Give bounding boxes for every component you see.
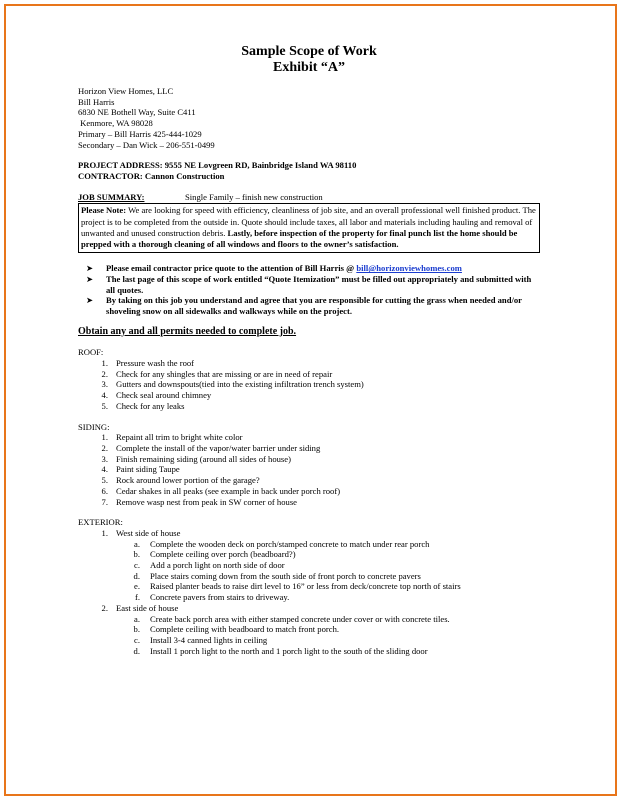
list-item-text: Place stairs coming down from the south side of front porch to concrete pavers <box>150 570 421 581</box>
list-item: 1. West side of house <box>101 527 181 538</box>
instructions-list <box>78 263 540 317</box>
list-item: 2. East side of house <box>101 602 179 613</box>
exterior-list <box>78 528 540 539</box>
list-item-text: Complete ceiling with beadboard to match front porch. <box>150 624 340 635</box>
company-address-2: Kenmore, WA 98028 <box>78 118 153 129</box>
list-item: b. Complete ceiling with beadboard to match front porch. <box>133 624 340 635</box>
list-item: 7. Remove wasp nest from peak in SW corner of house <box>101 496 297 507</box>
note-label: Please Note: <box>81 205 127 216</box>
list-item: 2. Check for any shingles that are missing or are in need of repair <box>101 368 333 379</box>
arrow-bullet-icon: ➤ <box>86 273 94 284</box>
company-primary: Primary – Bill Harris 425-444-1029 <box>78 128 202 139</box>
email-link[interactable]: bill@horizonviewhomes.com <box>356 263 462 274</box>
job-summary <box>78 192 540 203</box>
company-name: Horizon View Homes, LLC <box>78 86 174 96</box>
list-item: f. Concrete pavers from stairs to driveway. <box>134 592 290 603</box>
list-item: 3. Finish remaining siding (around all sides of house) <box>101 453 291 464</box>
list-item-text: Add a porch light on north side of door <box>150 560 285 571</box>
list-item-text: Complete the install of the vapor/water barrier under siding <box>116 442 321 453</box>
company-secondary: Secondary – Dan Wick – 206-551-0499 <box>78 139 215 150</box>
list-item-text: Pressure wash the roof <box>116 358 195 369</box>
list-item-text: Rock around lower portion of the garage? <box>116 475 260 486</box>
list-item-text: Complete ceiling over porch (beadboard?) <box>150 549 296 560</box>
list-item-text: Create back porch area with either stamped concrete under cover or with concrete tiles. <box>150 613 450 624</box>
list-item-text: Check seal around chimney <box>116 390 212 401</box>
bullet-3-text: By taking on this job you understand and agree that you are responsible for cutting the grass when needed and/or shoveling snow on all sidewalks and walkways while on the project. <box>106 295 522 316</box>
roof-list <box>78 358 540 412</box>
list-item-text: Repaint all trim to bright white color <box>116 432 243 443</box>
list-item-text: Complete the wooden deck on porch/stamped concrete to match under rear porch <box>150 538 430 549</box>
list-item-text: Check for any shingles that are missing or are in need of repair <box>116 368 333 379</box>
document-subtitle: Exhibit “A” <box>273 60 345 75</box>
document-page <box>78 44 540 656</box>
list-item: 4. Paint siding Taupe <box>101 464 180 475</box>
siding-heading: SIDING: <box>78 421 110 432</box>
list-item-text: Raised planter beads to raise dirt level to 16” or less from deck/concrete top north of stairs <box>150 581 461 592</box>
roof-heading: ROOF: <box>78 347 104 358</box>
list-item: c. Add a porch light on north side of door <box>134 560 285 571</box>
please-note-box <box>78 203 540 253</box>
list-item-text: Gutters and downspouts(tied into the existing infiltration trench system) <box>116 379 364 390</box>
project-address: PROJECT ADDRESS: 9555 NE Lovgreen RD, Bainbridge Island WA 98110 <box>78 160 357 171</box>
arrow-bullet-icon: ➤ <box>86 295 94 306</box>
list-item: d. Place stairs coming down from the south side of front porch to concrete pavers <box>133 570 421 581</box>
contractor: CONTRACTOR: Cannon Construction <box>78 170 225 181</box>
list-item-text: Paint siding Taupe <box>116 464 180 475</box>
list-item: a. Create back porch area with either stamped concrete under cover or with concrete tiles. <box>134 613 450 624</box>
company-block <box>78 86 540 150</box>
list-item-text: Cedar shakes in all peaks (see example in back under porch roof) <box>116 485 341 496</box>
west-side-list <box>78 539 540 603</box>
list-item-text: Concrete pavers from stairs to driveway. <box>150 592 290 603</box>
list-item: 5. Check for any leaks <box>101 400 185 411</box>
list-item <box>78 274 540 295</box>
list-item: 2. Complete the install of the vapor/water barrier under siding <box>101 442 321 453</box>
document-title: Sample Scope of Work <box>241 44 377 59</box>
east-side-label: East side of house <box>116 602 179 613</box>
bullet-1-text: Please email contractor price quote to the attention of Bill Harris @ <box>106 263 357 274</box>
siding-list <box>78 432 540 507</box>
note-text: We are looking for speed with efficiency, cleanliness of job site, and an overall professional well finished product. The project is to be completed from the outside in. Quote should include taxes, all labor and materials including hauling and removal of unwanted and unused construction debris. <box>81 205 536 238</box>
list-item-text: Install 3-4 canned lights in ceiling <box>150 634 268 645</box>
list-item-text: Remove wasp nest from peak in SW corner of house <box>116 496 297 507</box>
list-item <box>78 295 540 316</box>
list-item: 1. Repaint all trim to bright white color <box>101 432 243 443</box>
east-side-list <box>78 614 540 657</box>
exterior-list-2 <box>78 603 540 614</box>
job-summary-label: JOB SUMMARY: <box>78 191 145 202</box>
list-item: 1. Pressure wash the roof <box>101 358 195 369</box>
list-item: d. Install 1 porch light to the north and 1 porch light to the south of the sliding door <box>133 645 428 656</box>
list-item-text: Check for any leaks <box>116 400 185 411</box>
bullet-2-text: The last page of this scope of work entitled “Quote Itemization” must be filled out appropriately and submitted with all quotes. <box>106 273 532 295</box>
company-address-1: 6830 NE Bothell Way, Suite C411 <box>78 107 196 118</box>
list-item <box>78 263 540 274</box>
list-item: 6. Cedar shakes in all peaks (see example in back under porch roof) <box>101 485 341 496</box>
list-item: 5. Rock around lower portion of the garage? <box>101 475 260 486</box>
west-side-label: West side of house <box>116 527 181 538</box>
arrow-bullet-icon: ➤ <box>86 263 94 274</box>
exterior-heading: EXTERIOR: <box>78 517 123 528</box>
list-item-text: Finish remaining siding (around all sides of house) <box>116 453 291 464</box>
job-summary-value: Single Family – finish new construction <box>185 191 323 202</box>
note-bold-text: Lastly, before inspection of the property for final punch list the home should be prepped with a thorough cleaning of all windows and floors to the owner’s satisfaction. <box>81 227 518 249</box>
list-item-text: Install 1 porch light to the north and 1 porch light to the south of the sliding door <box>150 645 428 656</box>
list-item: e. Raised planter beads to raise dirt level to 16” or less from deck/concrete top north of stairs <box>134 581 461 592</box>
list-item: a. Complete the wooden deck on porch/stamped concrete to match under rear porch <box>134 538 430 549</box>
list-item: b. Complete ceiling over porch (beadboard?) <box>133 549 296 560</box>
list-item: 4. Check seal around chimney <box>101 390 212 401</box>
list-item: c. Install 3-4 canned lights in ceiling <box>134 634 268 645</box>
company-contact: Bill Harris <box>78 96 115 107</box>
list-item: 3. Gutters and downspouts(tied into the existing infiltration trench system) <box>101 379 364 390</box>
permits-heading: Obtain any and all permits needed to complete job. <box>78 325 297 337</box>
